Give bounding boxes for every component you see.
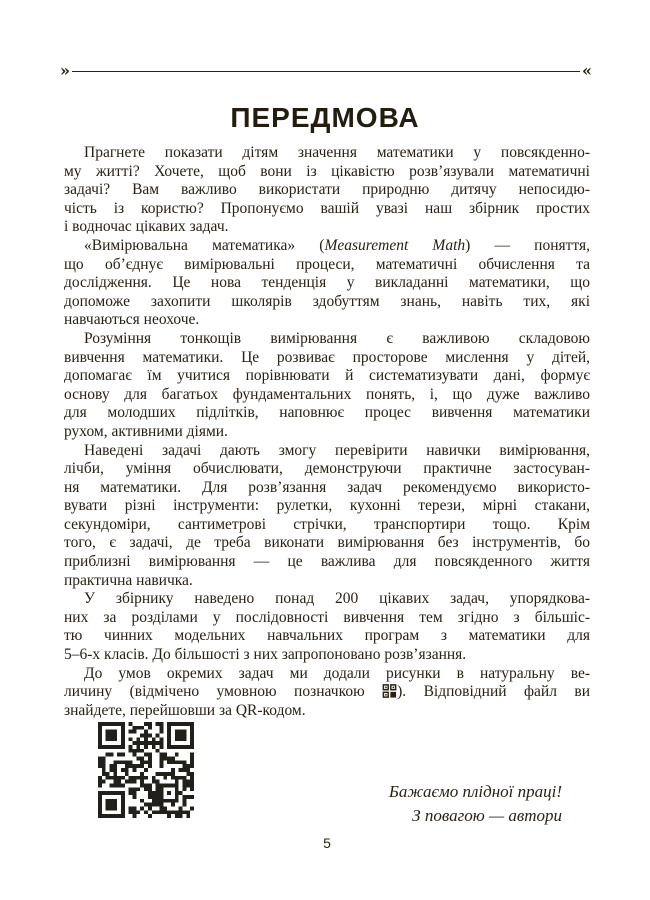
- qr-code-icon: [98, 722, 194, 818]
- text-line: задачі? Вам важливо використати природню дитячу непосидю-: [64, 181, 590, 199]
- text-line: У збірнику наведено понад 200 цікавих задач, упорядкова-: [84, 590, 590, 608]
- authors-signature: [389, 780, 562, 827]
- page-title: ПЕРЕДМОВА: [230, 101, 420, 133]
- text-line: знайдете, перейшовши за QR-кодом.: [64, 701, 306, 719]
- text-line: лічби, уміння обчислювати, демонструючи практичне застосуван-: [64, 460, 590, 478]
- text-line: для молодших підлітків, наповнює процес вивчення математики: [64, 404, 590, 422]
- text-line: тю чинних модельних навчальних програм з математики для: [64, 627, 590, 645]
- text-line: чість із користю? Пропонуємо вашій увазі наш збірник простих: [64, 199, 590, 217]
- signature-line: З повагою — автори: [412, 805, 562, 825]
- text-line: вивчення математики. Це розвиває просторове мислення у дітей,: [64, 348, 590, 366]
- signature-line: Бажаємо плідної праці!: [388, 782, 562, 801]
- text-line: дослідження. Це нова тенденція у викладанні математики, що: [64, 274, 590, 292]
- text-line: вувати різні інструменти: рулетки, кухонні терези, мірні стакани,: [64, 497, 590, 515]
- text-line: ня математики. Для розв’язання задач рекомендуємо використо-: [64, 478, 590, 496]
- text-line: Розуміння тонкощів вимірювання є важливою складовою: [84, 329, 590, 347]
- header-ornament-rule: [60, 61, 592, 80]
- text-line: «Вимірювальна математика» (Measurement Math) — поняття,: [84, 236, 590, 254]
- text-line: рухом, активними діями.: [64, 422, 228, 440]
- text-line: допоможе захопити школярів здобуттям знань, навіть тих, які: [64, 292, 590, 310]
- text-line: Наведені задачі дають змогу перевірити навички вимірювання,: [84, 441, 590, 459]
- text-line: того, є задачі, де треба виконати вимірювання без інструментів, бо: [64, 534, 590, 552]
- inline-qr-icon: [382, 684, 397, 698]
- horizontal-rule: [72, 71, 580, 72]
- text-line: навчаються неохоче.: [64, 311, 200, 329]
- text-line: основу для багатьох фундаментальних понять, і, що дуже важливо: [64, 385, 590, 403]
- text-line: личину (відмічено умовною позначкою ). Відповідний файл ви: [64, 683, 591, 701]
- body-paragraphs: [64, 144, 590, 720]
- text-line: допомагає їм учитися порівнювати й систематизувати дані, формує: [64, 367, 590, 385]
- text-line: практична навичка.: [64, 571, 193, 589]
- text-line: і водночас цікавих задач.: [64, 218, 229, 236]
- guillemet-left-ornament-icon: »: [60, 61, 70, 80]
- text-line: Прагнете показати дітям значення математики у повсякденно-: [84, 144, 590, 161]
- page-number: 5: [323, 835, 331, 851]
- text-line: приблизні вимірювання — це важлива для повсякденного життя: [64, 553, 590, 571]
- text-line: До умов окремих задач ми додали рисунки в натуральну ве-: [84, 664, 590, 682]
- guillemet-right-ornament-icon: «: [582, 61, 592, 80]
- text-line: секундоміри, сантиметрові стрічки, транспортири тощо. Крім: [64, 515, 590, 533]
- text-line: 5–6-х класів. До більшості з них запропоновано розв’язання.: [64, 646, 467, 664]
- text-line: що об’єднує вимірювальні процеси, математичні обчислення та: [64, 255, 590, 273]
- text-line: му житті? Хочете, щоб вони із цікавістю розв’язували математичні: [64, 162, 590, 180]
- text-line: них за розділами у послідовності вивчення тем згідно з більшіс-: [64, 608, 590, 626]
